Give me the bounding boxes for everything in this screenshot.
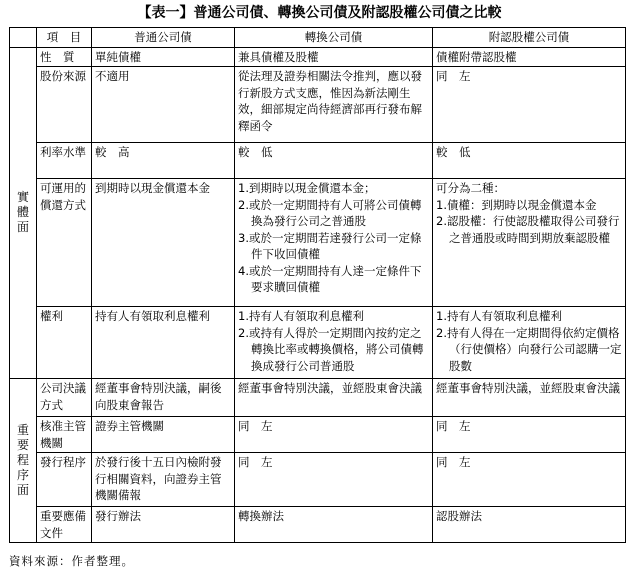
approval-convertible: 同 左 [235, 417, 433, 453]
row-label-share-source: 股份來源 [37, 67, 92, 143]
row-documents [10, 507, 626, 543]
comparison-table [9, 27, 626, 543]
repayment-ordinary: 到期時以現金償還本金 [92, 179, 235, 307]
row-label-rights: 權利 [37, 307, 92, 379]
rights-warrant [433, 307, 626, 379]
list-item: 1.到期時以現金償還本金； [238, 181, 376, 195]
row-label-repayment: 可運用的償還方式 [37, 179, 92, 307]
share-source-warrant: 同 左 [433, 67, 626, 143]
group-substantive: 實體面 [10, 47, 37, 379]
row-interest [10, 143, 626, 179]
repayment-convertible [235, 179, 433, 307]
repayment-convertible-list [238, 180, 429, 296]
resolution-warrant: 經董事會特別決議，並經股東會決議 [433, 379, 626, 417]
repayment-warrant [433, 179, 626, 307]
header-warrant-bond: 附認股權公司債 [433, 28, 626, 48]
header-ordinary-bond: 普通公司債 [92, 28, 235, 48]
table-title: 【表一】普通公司債、轉換公司債及附認股權公司債之比較 [137, 5, 502, 21]
nature-ordinary: 單純債權 [92, 47, 235, 67]
row-approval [10, 417, 626, 453]
approval-ordinary: 證券主管機關 [92, 417, 235, 453]
issuance-ordinary: 於發行後十五日內檢附發行相關資料，向證券主管機關備報 [92, 453, 235, 507]
rights-convertible [235, 307, 433, 379]
row-nature [10, 47, 626, 67]
source-note: 資料來源：作者整理。 [9, 554, 134, 568]
group-procedural: 重要程序面 [10, 379, 37, 543]
row-label-approval: 核准主管機關 [37, 417, 92, 453]
resolution-ordinary: 經董事會特別決議，嗣後向股東會報告 [92, 379, 235, 417]
row-label-resolution: 公司決議方式 [37, 379, 92, 417]
list-item: 2.或持有人得於一定期間內按約定之轉換比率或轉換價格，將公司債轉換成發行公司普通股 [238, 325, 424, 373]
header-group-cell [10, 28, 37, 48]
row-label-documents: 重要應備文件 [37, 507, 92, 543]
interest-ordinary: 較 高 [92, 143, 235, 179]
row-share-source [10, 67, 626, 143]
list-item: 3.或於一定期間若達發行公司一定條件下收回債權 [238, 230, 422, 261]
list-item: 4.或於一定期間持有人達一定條件下要求贖回債權 [238, 263, 422, 294]
rights-convertible-list [238, 308, 429, 374]
row-issuance [10, 453, 626, 507]
issuance-convertible: 同 左 [235, 453, 433, 507]
nature-convertible: 兼具債權及股權 [235, 47, 433, 67]
nature-warrant: 債權附帶認股權 [433, 47, 626, 67]
share-source-convertible: 從法理及證券相關法令推判，應以發行新股方式支應，惟因為新法剛生效，細部規定尚待經濟部再行發布解釋函令 [235, 67, 433, 143]
header-row [10, 28, 626, 48]
row-rights [10, 307, 626, 379]
list-item: 1.持有人有領取利息權利 [436, 309, 562, 323]
documents-convertible: 轉換辦法 [235, 507, 433, 543]
documents-ordinary: 發行辦法 [92, 507, 235, 543]
header-convertible-bond: 轉換公司債 [235, 28, 433, 48]
row-label-issuance: 發行程序 [37, 453, 92, 507]
resolution-convertible: 經董事會特別決議，並經股東會決議 [235, 379, 433, 417]
issuance-warrant: 同 左 [433, 453, 626, 507]
rights-ordinary: 持有人有領取利息權利 [92, 307, 235, 379]
approval-warrant: 同 左 [433, 417, 626, 453]
row-resolution [10, 379, 626, 417]
share-source-ordinary: 不適用 [92, 67, 235, 143]
row-repayment [10, 179, 626, 307]
rights-warrant-list [436, 308, 622, 374]
repayment-warrant-list [436, 197, 622, 247]
row-label-interest: 利率水準 [37, 143, 92, 179]
list-item: 2.或於一定期間持有人可將公司債轉換為發行公司之普通股 [238, 197, 422, 228]
header-item: 項 目 [37, 28, 92, 48]
interest-convertible: 較 低 [235, 143, 433, 179]
interest-warrant: 較 低 [433, 143, 626, 179]
row-label-nature: 性 質 [37, 47, 92, 67]
list-item: 1.持有人有領取利息權利 [238, 309, 364, 323]
list-item: 1.債權：到期時以現金償還本金 [436, 197, 597, 212]
list-item: 2.認股權：行使認股權取得公司發行之普通股或時間到期放棄認股權 [436, 214, 620, 245]
list-item: 2.持有人得在一定期間得依約定價格（行使價格）向發行公司認購一定股數 [436, 325, 622, 373]
documents-warrant: 認股辦法 [433, 507, 626, 543]
repayment-warrant-intro: 可分為二種： [436, 181, 505, 195]
